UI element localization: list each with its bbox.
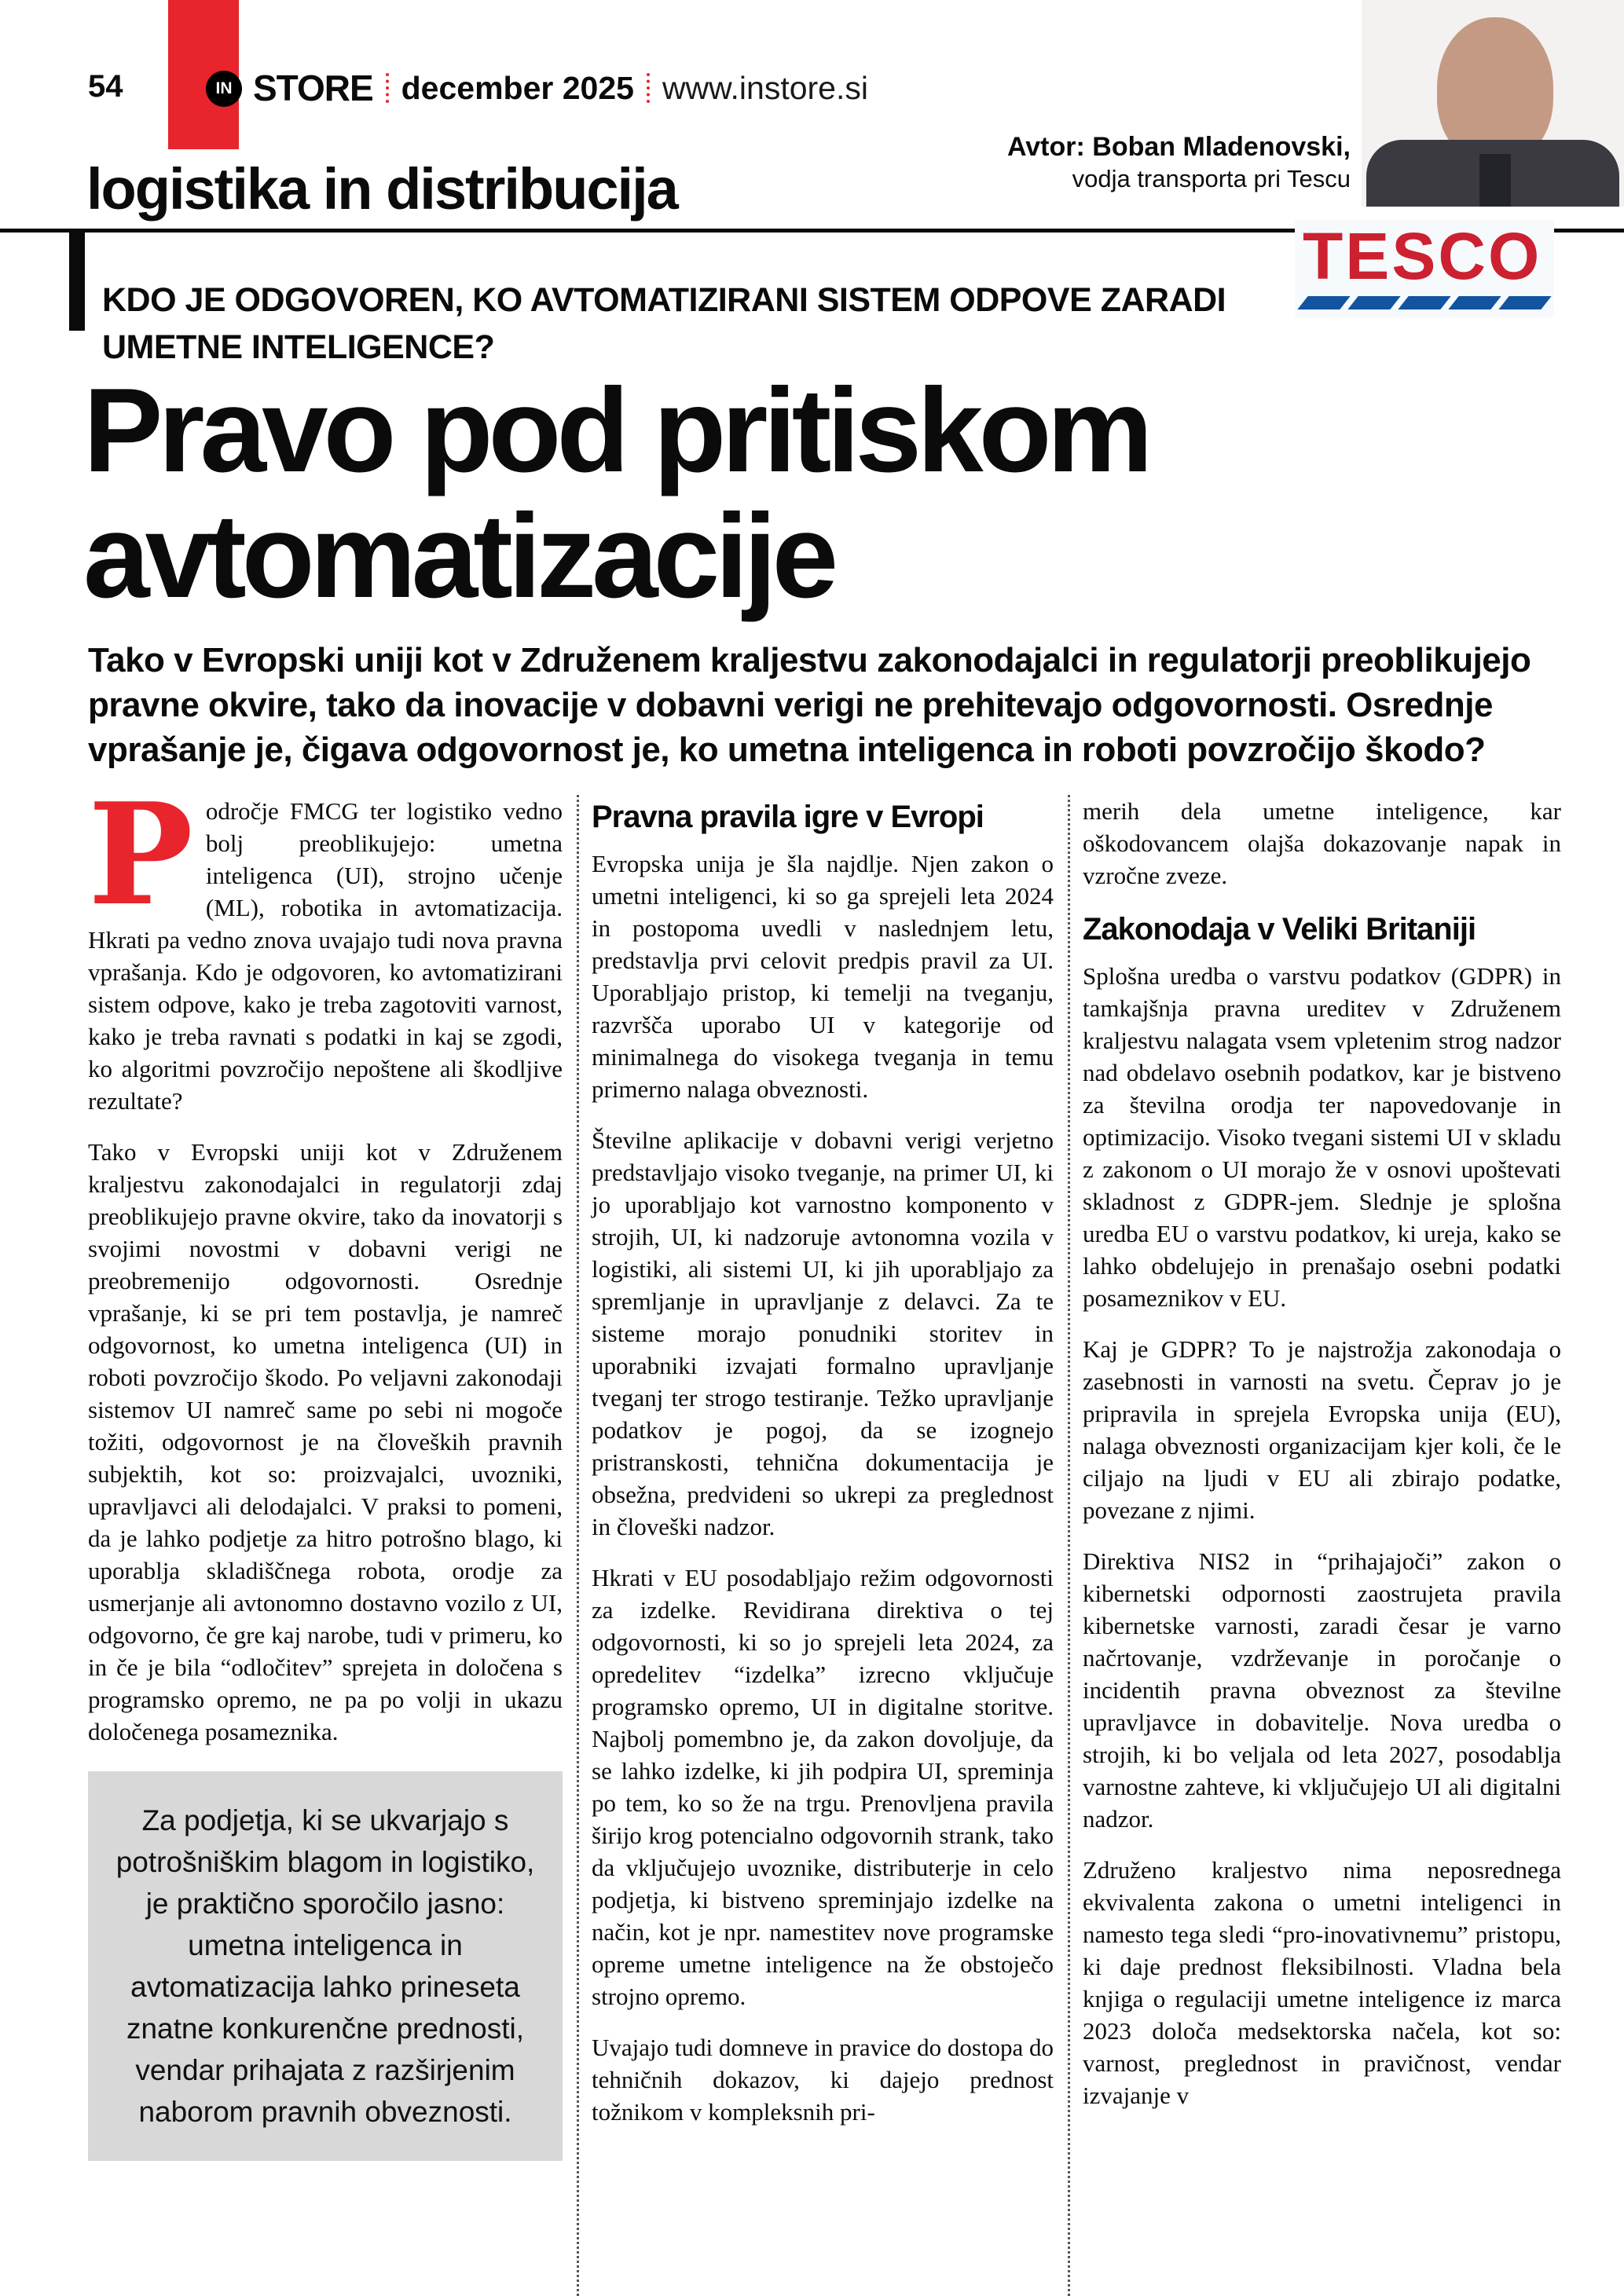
paragraph: Tako v Evropski uniji kot v Združenem kraljestvu zakonodajalci in regulatorji zdaj preoblikujejo pravne okvire, tako da inovatorji s svojimi novostmi v dobavni verigi ne preobremenijo odgovornosti. Osrednje vprašanje, ki se pri tem postavlja, je namreč odgovornost, ko umetna inteligenca (UI) in roboti povzročijo škodo. Po veljavni zakonodaji sistemov UI namreč same po sebi ni mogoče tožiti, odgovornost je na človeških pravnih subjektih, kot so: proizvajalci, uvozniki, upravljavci ali delodajalci. V praksi to pomeni, da je lahko podjetje za hitro potrošno blago, ki uporablja skladiščnega robota, orodje za usmerjanje ali avtonomno dostavno vozilo z UI, odgovorno, če gre kaj narobe, tudi v primeru, ko in če je bila “odločitev” sprejeta in določena s programsko opremo, ne pa po volji in ukazu določenega posameznika.	[88, 1138, 563, 1745]
headline-line-1: Pravo pod pritiskom	[83, 364, 1149, 497]
paragraph: Uvajajo tudi domneve in pravice do dostopa do tehničnih dokazov, ki dajejo prednost tožnikom v kompleksnih pri-	[592, 2034, 1054, 2126]
tesco-logo-dashes-icon	[1303, 296, 1546, 309]
paragraph: Evropska unija je šla najdlje. Njen zakon o umetni inteligenci, ki so ga sprejeli leta 2024 in postopoma uvedli v naslednjem letu, predstavlja prvi celovit predpis pravil za UI. Uporabljajo pristop, ki temelji na tveganju, razvršča uporabo UI v kategorije od minimalnega do visokega tveganja in temu primerno nalaga obveznosti.	[592, 850, 1054, 1103]
column-1	[88, 795, 579, 2296]
paragraph: Hkrati v EU posodabljajo režim odgovornosti za izdelke. Revidirana direktiva o tej odgovornosti, ki so jo sprejeli leta 2024, za opredelitev “izdelka” izrecno vključuje programsko opremo, UI in digitalne storitve. Najbolj pomembno je, da zakon dovoljuje, da se lahko izdelke, ki jih podpira UI, spreminja po tem, ko so že na trgu. Prenovljena pravila širijo krog potencialno odgovornih strank, tako da vključujejo uvoznike, distributerje in celo podjetja, ki bistveno spreminjajo izdelke na način, kot je npr. namestitev nove programske opreme umetne inteligence na že obstoječo strojno opremo.	[592, 1564, 1054, 2010]
dotted-separator-icon	[647, 73, 650, 103]
tesco-logo-text: TESCO	[1303, 219, 1542, 293]
paragraph: Splošna uredba o varstvu podatkov (GDPR) in tamkajšnja pravna ureditev v Združenem kraljestvu nalagata vsem vpletenim strog nadzor nad obdelavo osebnih podatkov, kar je bistveno za številna orodja ter napovedovanje in optimizacijo. Visoko tvegani sistemi UI v skladu z zakonom o UI morajo že v osnovi upoštevati skladnost z GDPR-jem. Slednje je splošna uredba EU o varstvu podatkov, ki ureja, kako se lahko obdelujejo in prenašajo osebni podatki posameznikov v EU.	[1083, 962, 1561, 1312]
left-tick-bar	[69, 229, 85, 331]
paragraph-text: odročje FMCG ter logistiko vedno bolj preoblikujejo: umetna inteligenca (UI), strojno učenje (ML), robotika in avtomatizacija. Hkrati pa vedno znova uvajajo tudi nova pravna vprašanja. Kdo je odgovoren, ko avtomatizirani sistem odpove, kako je treba zagotoviti varnost, kako je treba ravnati s podatki in kaj se zgodi, ko algoritmi povzročijo nepoštene ali škodljive rezultate?	[88, 797, 563, 1115]
paragraph: Združeno kraljestvo nima neposrednega ekvivalenta zakona o umetni inteligenci in namesto tega sledi “pro-inovativnemu” pristopu, ki daje prednost fleksibilnosti. Vladna bela knjiga o regulaciji umetne inteligence iz marca 2023 določa medsektorska načela, kot so: varnost, preglednost in pravičnost, vendar izvajanje v	[1083, 1856, 1561, 2109]
instore-logo-text: STORE	[253, 68, 373, 108]
article-body	[88, 795, 1562, 2296]
subhead-europe: Pravna pravila igre v Evropi	[592, 800, 984, 834]
page-number: 54	[88, 69, 123, 104]
paragraph: merih dela umetne inteligence, kar oškodovancem olajša dokazovanje napak in vzročne zveze.	[1083, 797, 1561, 889]
column-3	[1070, 795, 1561, 2296]
author-name: Avtor: Boban Mladenovski,	[1006, 132, 1351, 162]
issue-date: december 2025	[401, 69, 634, 106]
dotted-separator-icon	[386, 73, 389, 103]
article-standfirst: Tako v Evropski uniji kot v Združenem kraljestvu zakonodajalci in regulatorji preoblikujejo pravne okvire, tako da inovacije v dobavni verigi ne prehitevajo odgovornosti. Osrednje vprašanje je, čigava odgovornost je, ko umetna inteligenca in roboti povzročijo škodo?	[88, 641, 1531, 769]
paragraph: Številne aplikacije v dobavni verigi verjetno predstavljajo visoko tveganje, na primer UI, ki jo uporabljajo kot varnostno komponento v strojih, UI, ki nadzoruje avtonomna vozila v logistiki, ali sistemi UI, ki jih uporabljajo za spremljanje in upravljanje z delavci. Za te sisteme morajo ponudniki storitev in uporabniki izvajati formalno upravljanje tveganj ter strogo testiranje. Težko upravljanje podatkov je pogoj, da se izognejo pristranskosti, tehnična dokumentacija je obsežna, predvideni so ukrepi za preglednost in človeški nadzor.	[592, 1126, 1054, 1540]
drop-cap: P	[88, 795, 193, 936]
paragraph	[88, 795, 563, 1117]
author-block	[1007, 130, 1351, 195]
pull-quote: Za podjetja, ki se ukvarjajo s potrošniškim blagom in logistiko, je praktično sporočilo jasno: umetna inteligenca in avtomatizacija lahko prineseta znatne konkurenčne prednosti, vendar prihajata z razširjenim naborom pravnih obveznosti.	[88, 1771, 563, 2161]
author-role: vodja transporta pri Tescu	[1072, 165, 1351, 192]
masthead-line	[253, 66, 868, 110]
column-2	[579, 795, 1070, 2296]
instore-logo-icon: IN	[206, 71, 242, 107]
subhead-uk: Zakonodaja v Veliki Britaniji	[1083, 912, 1476, 947]
paragraph: Kaj je GDPR? To je najstrožja zakonodaja o zasebnosti in varnosti na svetu. Čeprav jo je pripravila in sprejela Evropska unija (EU), nalaga obveznosti organizacijam kjer koli, če le ciljajo na ljudi v EU ali zbirajo podatke, povezane z njimi.	[1083, 1335, 1561, 1524]
headline-line-2: avtomatizacije	[83, 489, 834, 623]
author-photo	[1362, 0, 1624, 207]
paragraph: Direktiva NIS2 in “prihajajoči” zakon o kibernetski odpornosti zaostrujeta pravila kibernetske varnosti, zaradi česar je varno načrtovanje, vzdrževanje in poročanje o incidentih pravna obveznost za številne upravljavce in dobavitelje. Nova uredba o strojih, ki bo veljala od leta 2027, posodablja varnostne zahteve, ki vključujejo UI ali digitalni nadzor.	[1083, 1547, 1561, 1833]
website-link[interactable]: www.instore.si	[662, 69, 868, 106]
article-kicker: KDO JE ODGOVOREN, KO AVTOMATIZIRANI SISTEM ODPOVE ZARADI UMETNE INTELIGENCE?	[102, 281, 1226, 366]
tesco-logo	[1295, 220, 1554, 317]
article-headline	[83, 364, 1149, 623]
author-photo-shirt	[1479, 154, 1511, 207]
section-title: logistika in distribucija	[86, 156, 677, 222]
